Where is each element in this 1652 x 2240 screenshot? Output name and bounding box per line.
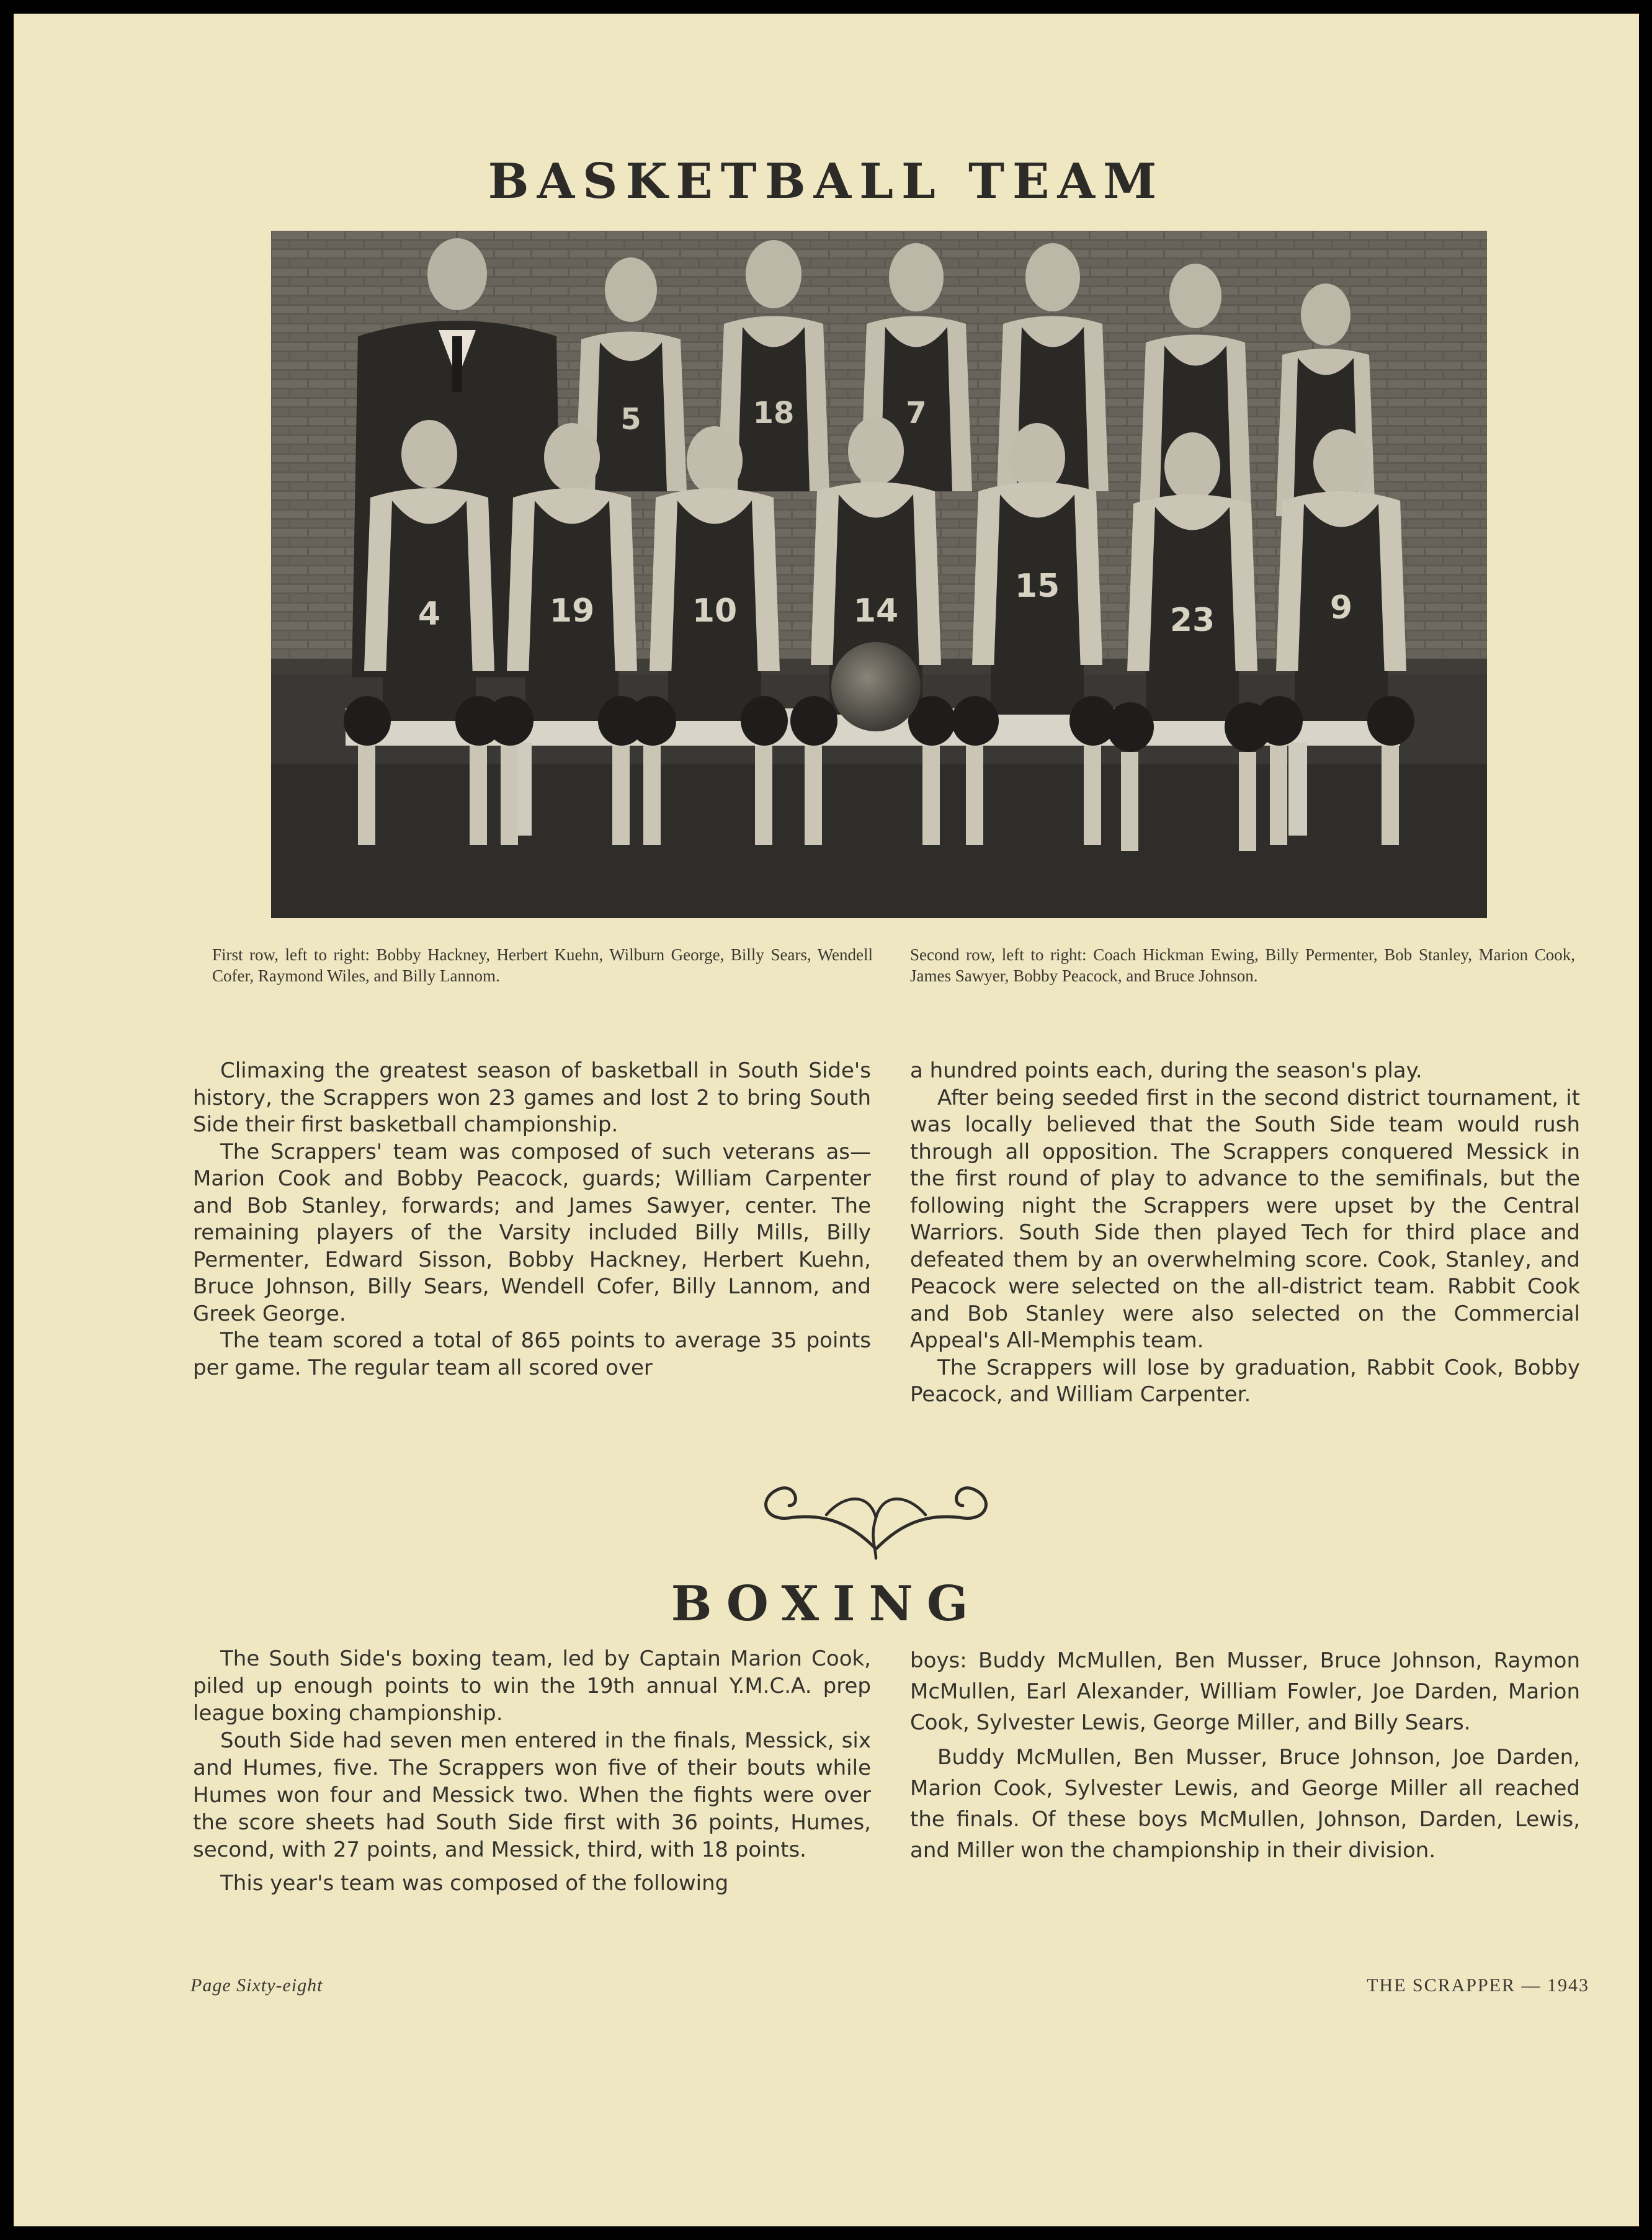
jersey-number: 7 [906,396,927,431]
jersey-number: 15 [1014,568,1060,605]
publication-footer: THE SCRAPPER — 1943 [1367,1975,1589,1996]
paragraph: The Scrappers' team was composed of such veterans as—Marion Cook and Bobby Peacock, guards; William Carpenter and Bob Stanley, forwards; and James Sawyer, center. The remaining players of the Varsity included Billy Mills, Billy Permenter, Edward Sisson, Bobby Hackney, Herbert Kuehn, Bruce Johnson, Billy Sears, Wendell Cofer, Billy Lannom, and Greek George. [193,1139,871,1326]
boxing-left-column [193,1645,871,1897]
jersey-number: 5 [620,402,641,437]
jersey-number: 10 [692,592,738,630]
jersey-number: 19 [549,592,595,630]
photo-caption-first-row: First row, left to right: Bobby Hackney, Herbert Kuehn, Wilburn George, Billy Sears, Wendell Cofer, Raymond Wiles, and Billy Lannom. [212,945,873,985]
paragraph: The Scrappers will lose by graduation, Rabbit Cook, Bobby Peacock, and William Carpenter. [910,1355,1580,1407]
jersey-number: 18 [752,396,795,431]
boxing-title: BOXING [671,1576,982,1632]
photo-caption-second-row: Second row, left to right: Coach Hickman Ewing, Billy Permenter, Bob Stanley, Marion Cook, James Sawyer, Bobby Peacock, and Bruce Johnson. [910,945,1575,985]
team-photo [271,231,1487,918]
paragraph: South Side had seven men entered in the finals, Messick, six and Humes, five. The Scrappers won five of their bouts while Humes won four and Messick two. When the fights were over the score sheets had South Side first with 36 points, Humes, second, with 27 points, and Messick, third, with 18 points. [193,1728,871,1862]
paragraph: Buddy McMullen, Ben Musser, Bruce Johnson, Joe Darden, Marion Cook, Sylvester Lewis, and George Miller all reached the finals. Of these boys McMullen, Johnson, Darden, Lewis, and Miller won the championship in their division. [910,1745,1580,1863]
basketball-ball [831,642,921,731]
team-photo-image [271,231,1487,918]
basketball-title: BASKETBALL TEAM [488,153,1165,210]
paragraph: The team scored a total of 865 points to average 35 points per game. The regular team all scored over [193,1328,871,1380]
paragraph: a hundred points each, during the season's play. [910,1058,1422,1083]
jersey-number: 4 [417,596,441,633]
jersey-number: 14 [853,592,899,630]
basketball-left-column [193,1058,871,1381]
basketball-right-column [910,1058,1580,1409]
paragraph: boys: Buddy McMullen, Ben Musser, Bruce Johnson, Raymon McMullen, Earl Alexander, William Fowler, Joe Darden, Marion Cook, Sylvester Lewis, George Miller, and Billy Sears. [910,1648,1580,1735]
jersey-number: 23 [1169,602,1215,639]
paragraph: Climaxing the greatest season of basketball in South Side's history, the Scrappers won 23 games and lost 2 to bring South Side their first basketball championship. [193,1058,871,1137]
paragraph: The South Side's boxing team, led by Captain Marion Cook, piled up enough points to win the 19th annual Y.M.C.A. prep league boxing championship. [193,1646,871,1726]
boxing-right-column [910,1645,1580,1866]
yearbook-page [14,14,1639,2226]
paragraph: After being seeded first in the second district tournament, it was locally believed that the South Side team would rush through all opposition. The Scrappers conquered Messick in the first round of play to advance to the semifinals, but the following night the Scrappers were upset by the Central Warriors. South Side then played Tech for third place and defeated them by an overwhelming score. Cook, Stanley, and Peacock were selected on the all-district team. Rabbit Cook and Bob Stanley were also selected on the Commercial Appeal's All-Memphis team. [910,1085,1580,1353]
jersey-number: 9 [1329,589,1353,627]
page-number: Page Sixty-eight [190,1975,323,1996]
scroll-ornament [752,1456,1000,1561]
paragraph: This year's team was composed of the following [220,1871,729,1896]
